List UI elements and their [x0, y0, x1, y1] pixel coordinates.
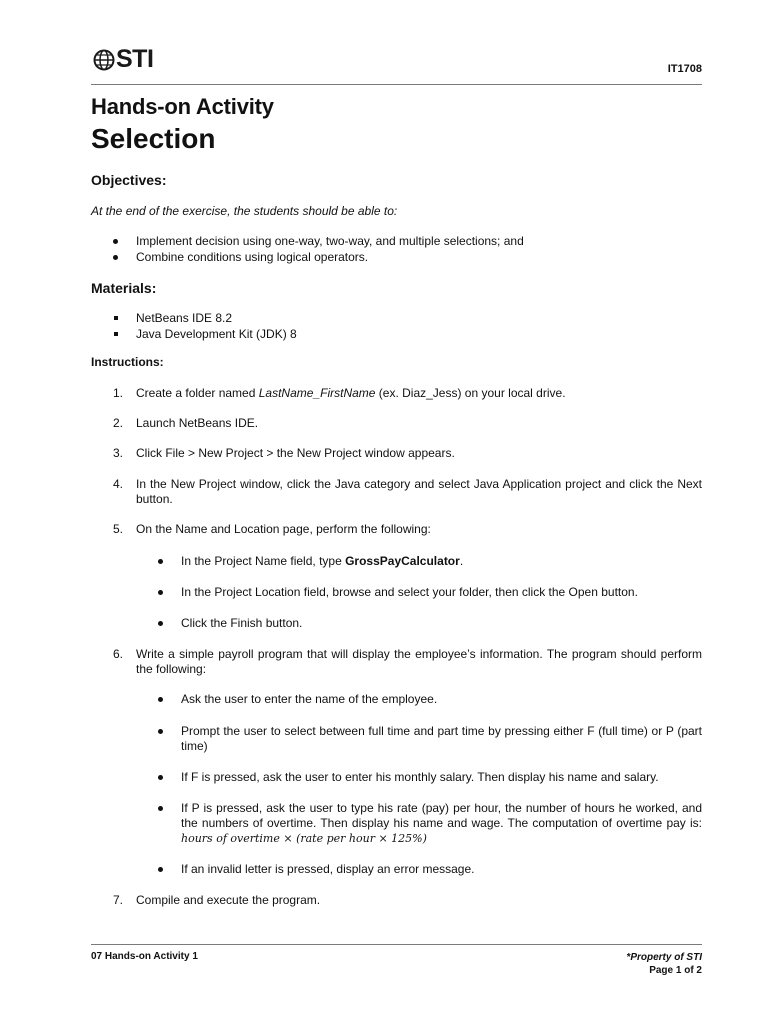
page-title: Selection [91, 123, 216, 154]
footer-doc-title: 07 Hands-on Activity 1 [91, 951, 198, 962]
step-6-sub-1: Ask the user to enter the name of the employee. [136, 692, 702, 707]
objectives-intro: At the end of the exercise, the students should be able to: [91, 204, 398, 218]
bullet-icon [158, 697, 163, 702]
course-code: IT1708 [667, 63, 702, 75]
objectives-list [91, 233, 524, 265]
bullet-icon [158, 775, 163, 780]
bullet-icon [113, 239, 118, 244]
bullet-icon [158, 867, 163, 872]
bullet-icon [158, 729, 163, 734]
instruction-step-3: 3. Click File > New Project > the New Project window appears. [113, 446, 455, 460]
instruction-step-1: 1. Create a folder named LastName_FirstName (ex. Diaz_Jess) on your local drive. [113, 386, 566, 400]
footer-meta [626, 951, 702, 977]
step-6-sub-2: Prompt the user to select between full time and part time by pressing either F (full time) or P (part time) [136, 724, 702, 754]
materials-list [91, 310, 297, 342]
bullet-icon [158, 559, 163, 564]
materials-heading: Materials: [91, 280, 157, 296]
square-bullet-icon [114, 316, 118, 320]
activity-kicker: Hands-on Activity [91, 94, 274, 119]
instruction-step-7: 7. Compile and execute the program. [113, 893, 321, 907]
objectives-heading: Objectives: [91, 172, 167, 188]
instructions-heading: Instructions: [91, 355, 164, 369]
instruction-step-5: 5. On the Name and Location page, perform the following: [113, 522, 431, 536]
overtime-formula: hours of overtime × (rate per hour × 125%) [181, 832, 427, 845]
header-divider [91, 84, 702, 85]
step-5-sub-2: In the Project Location field, browse and select your folder, then click the Open button. [136, 585, 702, 600]
list-item: Implement decision using one-way, two-way, and multiple selections; and [91, 233, 524, 249]
bullet-icon [158, 621, 163, 626]
bullet-icon [158, 806, 163, 811]
bullet-icon [113, 255, 118, 260]
list-item: Java Development Kit (JDK) 8 [91, 326, 297, 342]
step-6-sub-5: If an invalid letter is pressed, display an error message. [136, 862, 702, 877]
sti-logo [93, 45, 153, 74]
instruction-step-2: 2. Launch NetBeans IDE. [113, 416, 259, 430]
list-item: Combine conditions using logical operators. [91, 249, 524, 265]
step-5-sub-3: Click the Finish button. [136, 616, 702, 631]
globe-icon [93, 49, 115, 71]
instruction-step-4: 4. In the New Project window, click the Java category and select Java Application project and click the Next button. [113, 477, 702, 506]
bullet-icon [158, 590, 163, 595]
square-bullet-icon [114, 332, 118, 336]
list-item: NetBeans IDE 8.2 [91, 310, 297, 326]
instruction-step-6: 6. Write a simple payroll program that will display the employee’s information. The program should perform the following: [113, 647, 702, 676]
step-6-sub-3: If F is pressed, ask the user to enter his monthly salary. Then display his name and salary. [136, 770, 702, 785]
property-notice: *Property of STI [626, 952, 702, 963]
project-name: GrossPayCalculator [345, 554, 460, 568]
logo-text: STI [116, 45, 154, 73]
step-6-sub-4: If P is pressed, ask the user to type his rate (pay) per hour, the number of hours he worked, and the numbers of overtime. Then display his name and wage. The computation of overtime pay is: hours of overtime × (rate per hour × 125%) [136, 801, 702, 846]
step-5-sub-1: In the Project Name field, type GrossPayCalculator. [136, 554, 702, 569]
folder-name-placeholder: LastName_FirstName [258, 386, 376, 400]
page-number: Page 1 of 2 [649, 965, 702, 976]
footer-divider [91, 944, 702, 945]
